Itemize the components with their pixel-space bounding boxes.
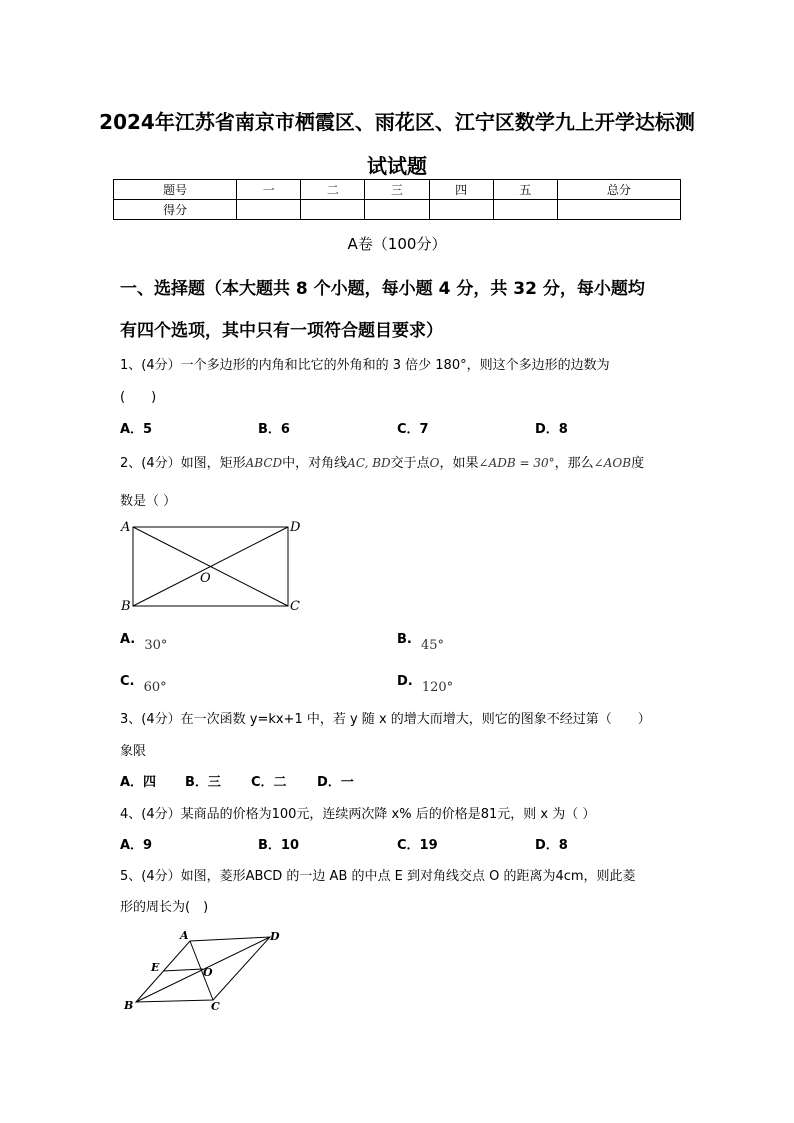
page-title-line2: 试试题 <box>367 154 427 178</box>
table-cell: 题号 <box>114 180 237 200</box>
label-a: A <box>121 520 131 535</box>
table-cell <box>493 200 557 220</box>
label-b: B <box>124 999 134 1012</box>
table-cell: 总分 <box>557 180 680 200</box>
label-d: D <box>270 930 280 943</box>
q4-option-d: D．8 <box>535 838 568 853</box>
label-e: E <box>151 961 160 974</box>
table-row <box>114 180 681 200</box>
q5-rhombus-figure <box>115 925 295 1017</box>
label-o: O <box>203 966 213 979</box>
q2-stem <box>120 452 644 471</box>
q2-option-d-value: 120° <box>421 680 454 695</box>
q3-option-a: A．四 <box>120 775 157 790</box>
part-a-heading: A卷（100分） <box>347 235 447 253</box>
q3-option-b: B．三 <box>185 775 221 790</box>
q2-option-a-letter: A. <box>120 632 136 647</box>
q4-option-b: B．10 <box>258 838 299 853</box>
q2-text-1: 2、(4分）如图，矩形 <box>120 456 246 471</box>
q2-math-point: O <box>429 456 440 470</box>
q2-option-b-letter: B. <box>397 632 412 647</box>
q3-option-c: C．二 <box>251 775 287 790</box>
q3-option-d: D．一 <box>317 775 354 790</box>
table-cell <box>429 200 493 220</box>
q2-text-5: ，那么 <box>554 456 594 471</box>
q2-stem-line2: 数是（ ） <box>120 494 177 509</box>
label-a: A <box>180 929 189 942</box>
q2-option-d-letter: D. <box>397 674 413 689</box>
q2-option-a-value: 30° <box>144 638 168 653</box>
q2-option-c-letter: C. <box>120 674 135 689</box>
table-cell: 得分 <box>114 200 237 220</box>
label-b: B <box>121 599 131 614</box>
q2-option-c-value: 60° <box>143 680 167 695</box>
label-c: C <box>290 599 300 614</box>
q4-stem: 4、(4分）某商品的价格为100元，连续两次降 x% 后的价格是81元，则 x 为（ ） <box>120 807 596 822</box>
table-cell: 一 <box>237 180 301 200</box>
q2-math-angle-aob: ∠AOB <box>593 456 632 470</box>
table-cell <box>237 200 301 220</box>
table-cell: 四 <box>429 180 493 200</box>
q2-text-2: 中，对角线 <box>282 456 348 471</box>
q2-math-diagonals: AC, BD <box>347 456 391 470</box>
segment-eo <box>163 969 203 971</box>
q1-option-b: B．6 <box>258 422 290 437</box>
table-cell: 五 <box>493 180 557 200</box>
q2-option-c <box>120 670 167 695</box>
table-cell <box>557 200 680 220</box>
q1-paren: ( ) <box>120 390 157 405</box>
table-row <box>114 200 681 220</box>
q2-option-d <box>397 670 454 695</box>
table-cell: 三 <box>365 180 429 200</box>
q2-text-4: ，如果 <box>439 456 479 471</box>
q3-stem-line2: 象限 <box>120 744 147 759</box>
page-title-line1: 2024年江苏省南京市栖霞区、雨花区、江宁区数学九上开学达标测 <box>99 110 695 134</box>
label-o: O <box>200 571 211 586</box>
q1-stem: 1、(4分）一个多边形的内角和比它的外角和的 3 倍少 180°，则这个多边形的边数为 <box>120 358 610 373</box>
q5-stem: 5、(4分）如图，菱形ABCD 的一边 AB 的中点 E 到对角线交点 O 的距离为4cm，则此菱 <box>120 869 636 884</box>
q2-math-angle-adb: ∠ADB = 30° <box>478 456 555 470</box>
q3-stem: 3、(4分）在一次函数 y=kx+1 中，若 y 随 x 的增大而增大，则它的图象不经过第（ ） <box>120 712 651 727</box>
q2-option-a <box>120 628 168 653</box>
table-cell: 二 <box>301 180 365 200</box>
score-table <box>113 179 681 220</box>
q2-text-6: 度 <box>631 456 645 471</box>
section1-heading-line1: 一、选择题（本大题共 8 个小题，每小题 4 分，共 32 分，每小题均 <box>120 279 645 299</box>
q2-option-b-value: 45° <box>420 638 444 653</box>
q4-option-c: C．19 <box>397 838 438 853</box>
q2-math-rect: ABCD <box>245 456 283 470</box>
q1-option-a: A．5 <box>120 422 153 437</box>
table-cell <box>301 200 365 220</box>
table-cell <box>365 200 429 220</box>
q5-stem-line2: 形的周长为( ) <box>120 900 209 915</box>
q2-option-b <box>397 628 444 653</box>
q4-option-a: A．9 <box>120 838 153 853</box>
label-c: C <box>211 1000 220 1013</box>
q1-option-c: C．7 <box>397 422 429 437</box>
q2-rectangle-figure <box>115 516 305 616</box>
label-d: D <box>290 520 301 535</box>
q2-text-3: 交于点 <box>390 456 430 471</box>
section1-heading-line2: 有四个选项，其中只有一项符合题目要求） <box>120 321 443 341</box>
q1-option-d: D．8 <box>535 422 568 437</box>
